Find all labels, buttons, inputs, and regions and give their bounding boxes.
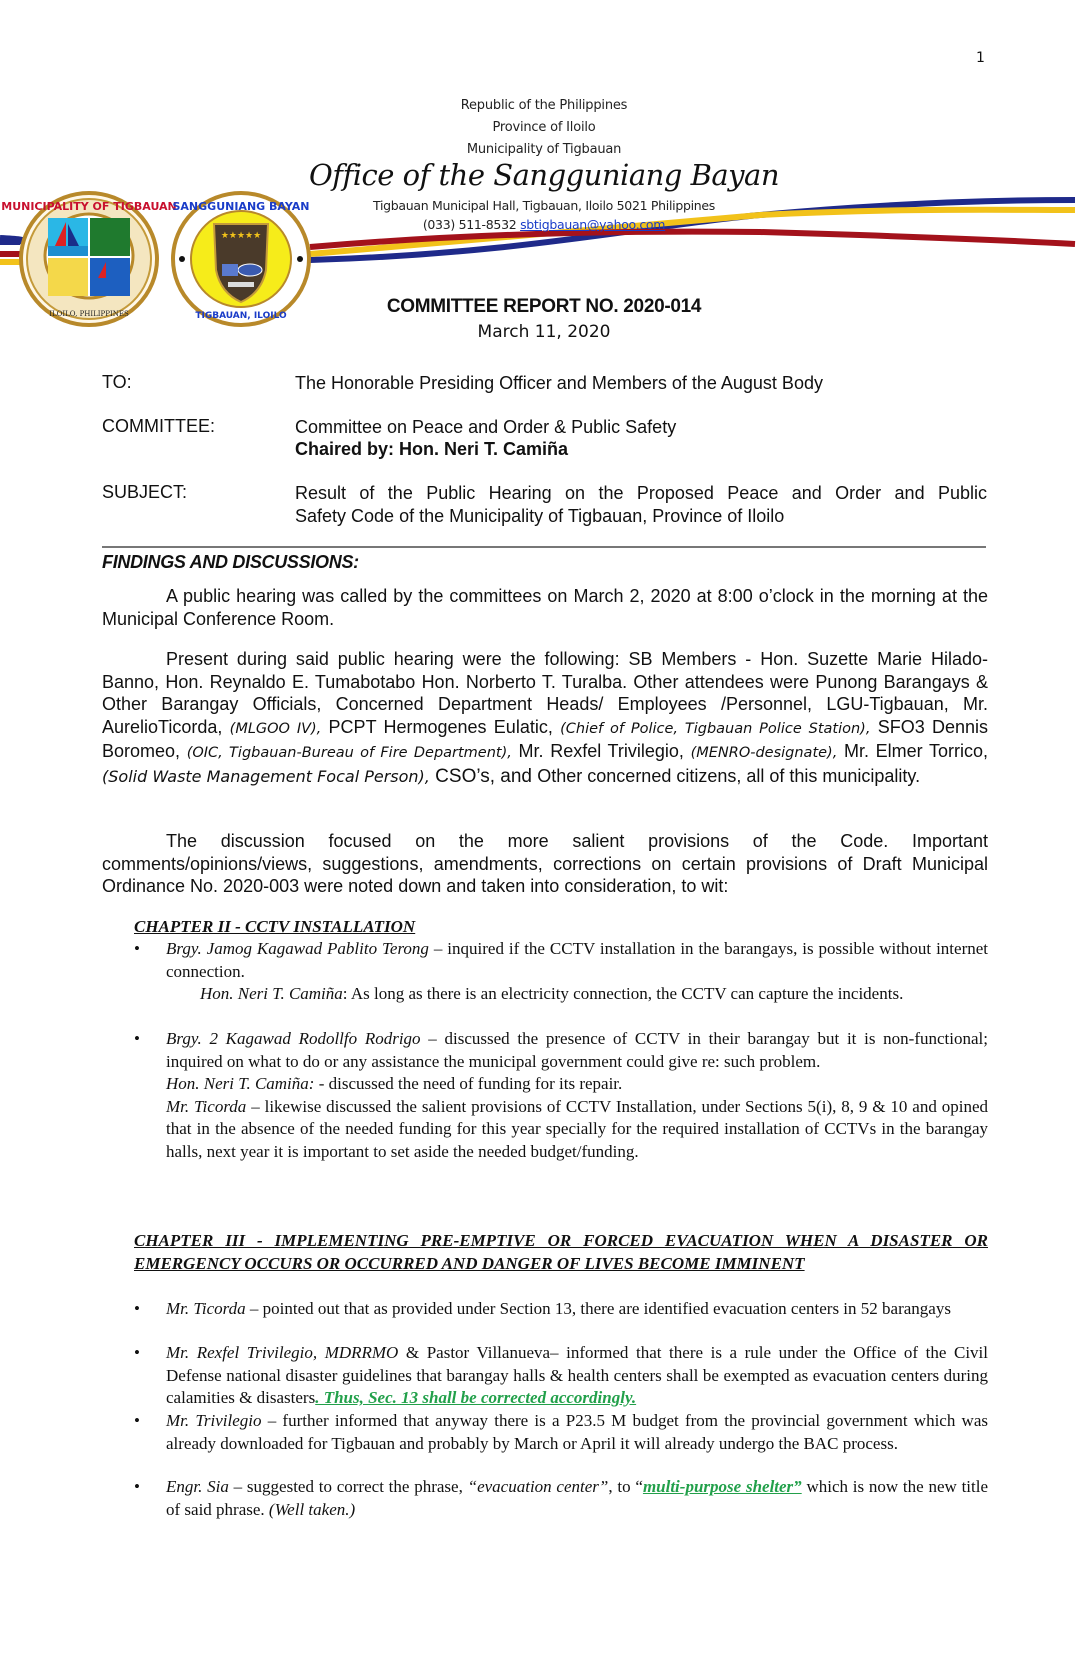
to-label: TO:	[102, 372, 132, 392]
correction-note: . Thus, Sec. 13 shall be corrected accordingly.	[315, 1388, 637, 1407]
attendees-text: Mr. Elmer Torrico,	[837, 741, 988, 761]
quoted-phrase: “evacuation center”	[467, 1477, 609, 1496]
speaker-statement: - discussed the need of funding for its repair.	[314, 1074, 623, 1093]
speaker-name: Engr. Sia	[166, 1477, 229, 1496]
attendees-text: PCPT Hermogenes Eulatic,	[321, 716, 561, 737]
report-title: COMMITTEE REPORT NO. 2020-014	[386, 296, 702, 317]
speaker-name: Mr. Ticorda	[166, 1299, 246, 1318]
findings-paragraph-3	[102, 830, 988, 898]
bullet-icon: •	[134, 939, 140, 958]
svg-text:SANGGUNIANG BAYAN: SANGGUNIANG BAYAN	[172, 200, 310, 213]
chapter-2-item-2	[134, 1028, 988, 1163]
committee-label: COMMITTEE:	[102, 416, 215, 436]
speaker-statement: – pointed out that as provided under Section 13, there are identified evacuation centers in 52 barangays	[245, 1299, 951, 1318]
speaker-statement: – suggested to correct the phrase,	[228, 1477, 468, 1496]
attendee-role: (Solid Waste Management Focal Person),	[102, 766, 430, 786]
speaker-statement: – inquired if the CCTV installation in the barangays, is possible without internet connection.	[166, 939, 988, 981]
speaker-statement: which is now the new title of said phrase.	[166, 1477, 989, 1519]
speaker-statement: – further informed that anyway there is a P23.5 M budget from the provincial government which was already downloaded for Tigbauan and probably by March or April it will already undergo the BAC process.	[166, 1411, 988, 1453]
header-province: Province of Iloilo	[492, 120, 596, 135]
attendees-text: Mr. Rexfel Trivilegio,	[511, 741, 691, 761]
bullet-icon: •	[134, 1477, 140, 1496]
chapter-2-item-1	[134, 938, 988, 1006]
speaker-statement: – likewise discussed the salient provisions of CCTV Installation, under Sections 5(i), 8, 9 & 10 and opined that in the absence of the needed funding for this year specially for the required installation of CCTVs in the barangay halls, next year it is important to set aside the needed budget/funding.	[166, 1096, 988, 1161]
attendees-text: CSO’s, and	[429, 765, 538, 787]
svg-text:ILOILO, PHILIPPINES: ILOILO, PHILIPPINES	[49, 310, 129, 318]
chaired-by: Chaired by: Hon. Neri T. Camiña	[295, 439, 569, 459]
report-date: March 11, 2020	[477, 322, 611, 342]
attendee-role: (Chief of Police, Tigbauan Police Station),	[560, 720, 871, 737]
remark-note: (Well taken.)	[268, 1499, 356, 1519]
chapter-3-heading: CHAPTER III - IMPLEMENTING PRE-EMPTIVE OR FORCED EVACUATION WHEN A DISASTER OR EMERGENCY OCCURS OR OCCURRED AND DANGER OF LIVES BECOME IMMINENT	[134, 1231, 988, 1273]
speaker-name: Mr. Trivilegio	[166, 1411, 262, 1430]
speaker-name: Hon. Neri T. Camiña	[200, 984, 343, 1003]
speaker-name: Brgy. Jamog Kagawad Pablito Terong	[166, 939, 429, 958]
speaker-statement: – discussed the presence of CCTV in their barangay but it is non-functional; inquired on what to do or any assistance the municipal government could give re: such problem.	[166, 1029, 988, 1071]
to-value: The Honorable Presiding Officer and Members of the August Body	[295, 373, 823, 393]
findings-p3-text: The discussion focused on the more salient provisions of the Code. Important comments/opinions/views, suggestions, amendments, corrections on certain provisions of Draft Municipal Ordinance No. 2020-003 were noted down and taken into consideration, to wit:	[102, 831, 988, 896]
speaker-name: Mr. Rexfel Trivilegio, MDRRMO	[166, 1343, 399, 1362]
speaker-statement: : As long as there is an electricity connection, the CCTV can capture the incidents.	[342, 984, 904, 1003]
svg-text:★★★★★: ★★★★★	[220, 230, 262, 240]
attendee-role: (OIC, Tigbauan-Bureau of Fire Department),	[186, 745, 512, 761]
attendee-role: (MLGOO IV),	[229, 720, 322, 737]
findings-paragraph-2	[102, 648, 988, 788]
chapter-2-heading: CHAPTER II - CCTV INSTALLATION	[134, 917, 416, 936]
speaker-name: Hon. Neri T. Camiña:	[166, 1074, 315, 1093]
committee-value: Committee on Peace and Order & Public Safety	[295, 417, 677, 437]
office-contact	[0, 217, 1088, 232]
page-number: 1	[976, 50, 985, 66]
speaker-name: Mr. Ticorda	[166, 1096, 247, 1116]
svg-text:MUNICIPALITY OF TIGBAUAN: MUNICIPALITY OF TIGBAUAN	[1, 200, 177, 213]
bullet-icon: •	[134, 1029, 140, 1048]
office-address: Tigbauan Municipal Hall, Tigbauan, Iloilo 5021 Philippines	[373, 198, 715, 213]
office-email-link[interactable]: sbtigbauan@yahoo.com	[520, 217, 666, 232]
attendees-text: SFO3 Dennis Boromeo,	[102, 716, 988, 761]
subject-line-2: Safety Code of the Municipality of Tigbauan, Province of Iloilo	[295, 506, 785, 526]
office-phone: (033) 511-8532	[422, 217, 517, 232]
attendee-role: (MENRO-designate),	[690, 745, 838, 761]
subject-line-1: Result of the Public Hearing on the Proposed Peace and Order and Public	[295, 483, 987, 503]
chapter-3-item-3	[134, 1410, 988, 1455]
findings-p1-text: A public hearing was called by the committees on March 2, 2020 at 8:00 o’clock in the morning at the Municipal Conference Room.	[102, 586, 988, 629]
header-republic: Republic of the Philippines	[460, 98, 628, 113]
findings-paragraph-1	[102, 585, 988, 630]
findings-heading: FINDINGS AND DISCUSSIONS:	[102, 552, 359, 572]
speaker-statement: , to “	[608, 1477, 643, 1496]
bullet-icon: •	[134, 1411, 140, 1430]
chapter-3-item-2	[134, 1342, 988, 1410]
svg-text:TIGBAUAN, ILOILO: TIGBAUAN, ILOILO	[195, 311, 287, 321]
chapter-3-item-1	[134, 1298, 988, 1321]
bullet-icon: •	[134, 1343, 140, 1362]
attendees-text: Present during said public hearing were the following: SB Members - Hon. Suzette Marie Hilado-Banno, Hon. Reynaldo E. Tumabotabo Hon. Norberto T. Turalba. Other attendees were Punong Barangays & Other Barangay Officials, Concerned Department Heads/ Employees /Personnel, LGU-Tigbauan, Mr. AurelioTicorda,	[102, 649, 988, 737]
correction-note: multi-purpose shelter”	[642, 1477, 802, 1496]
header-municipality: Municipality of Tigbauan	[466, 142, 622, 157]
speaker-statement: & Pastor Villanueva– informed that there is a rule under the Office of the Civil Defense national disaster guidelines that barangay halls & health centers shall be exempted as evacuation centers during calamities & disasters	[166, 1343, 989, 1407]
speaker-name: Brgy. 2 Kagawad Rodollfo Rodrigo	[166, 1029, 421, 1048]
chapter-3-item-4	[134, 1476, 988, 1521]
divider-line	[102, 546, 986, 548]
bullet-icon: •	[134, 1299, 140, 1318]
subject-label: SUBJECT:	[102, 482, 188, 502]
attendees-text: Other concerned citizens, all of this municipality.	[537, 765, 921, 786]
office-title: Office of the Sangguniang Bayan	[308, 158, 780, 192]
